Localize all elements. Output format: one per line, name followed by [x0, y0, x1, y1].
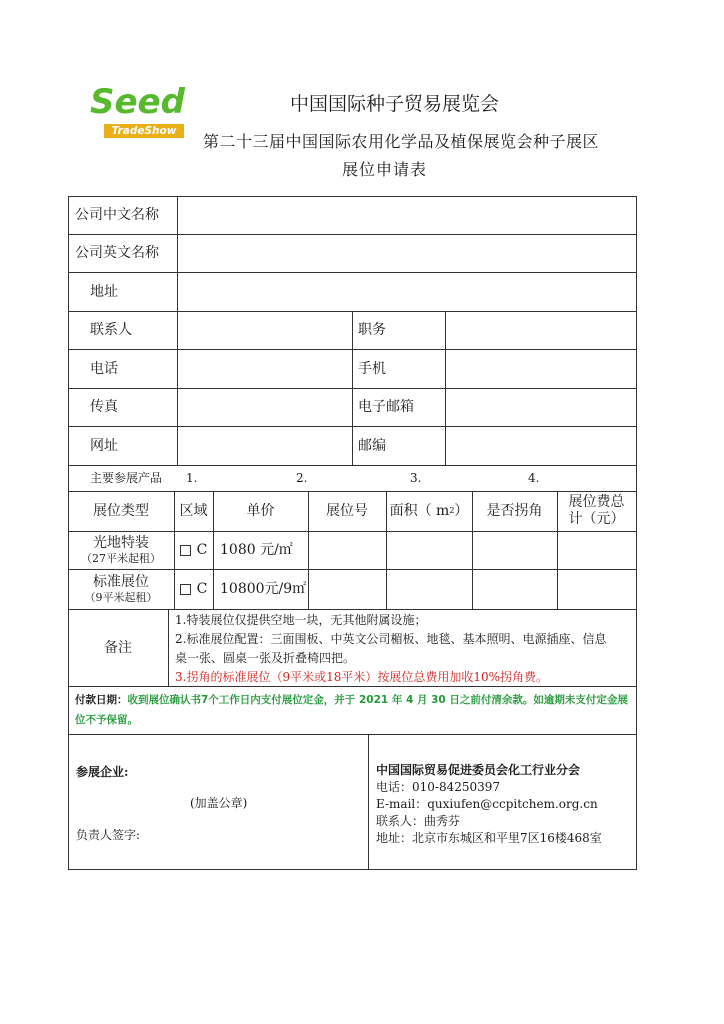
product-4[interactable]: 4. [528, 471, 540, 485]
postcode-field[interactable] [446, 427, 635, 465]
mobile-field[interactable] [446, 350, 635, 388]
website-label: 网址 [90, 437, 118, 454]
raw-space-type [68, 531, 174, 569]
raw-space-zone-value: C [196, 542, 208, 558]
phone-label: 电话 [90, 360, 118, 377]
total-fee-header-line1: 展位费总 [568, 494, 625, 510]
standard-booth-label: 标准展位 [93, 573, 149, 590]
standard-booth-type [68, 569, 174, 609]
address-label: 地址 [90, 283, 118, 300]
remarks-line-1: 1.特装展位仅提供空地一块，无其他附属设施； [175, 613, 427, 627]
organizer-name: 中国国际贸易促进委员会化工行业分会 [376, 763, 581, 777]
zone-header: 区域 [179, 503, 208, 519]
payment-label: 付款日期： [75, 694, 128, 706]
standard-booth-zone-value: C [196, 581, 208, 597]
organizer-email: E-mail：quxiufen@ccpitchem.org.cn [376, 797, 598, 811]
remarks-line-4: 3.拐角的标准展位（9平米或18平米）按展位总费用加收10%拐角费。 [175, 670, 549, 684]
page-title: 中国国际种子贸易展览会 [290, 93, 500, 115]
area-header-text: 面积（ m [389, 503, 450, 519]
checkbox-icon[interactable] [180, 545, 191, 556]
remarks-text [175, 611, 635, 687]
organizer-contact: 联系人：曲秀芬 [376, 814, 461, 828]
position-label: 职务 [358, 322, 386, 338]
contact-field[interactable] [178, 312, 352, 349]
organizer-address: 地址：北京市东城区和平里7区16楼468室 [376, 831, 602, 845]
signature-label: 负责人签字: [76, 828, 141, 842]
raw-space-total[interactable] [558, 532, 636, 569]
company-cn-label: 公司中文名称 [75, 207, 159, 223]
page-subtitle: 第二十三届中国国际农用化学品及植保展览会种子展区 [203, 132, 600, 151]
standard-booth-note: （9平米起租） [84, 590, 158, 604]
contact-label: 联系人 [90, 322, 132, 338]
standard-booth-price: 10800元/9㎡ [220, 581, 307, 597]
organizer-phone: 电话：010-84250397 [376, 780, 501, 794]
area-header-sup: 2 [449, 506, 455, 515]
area-header [386, 491, 472, 531]
payment-text: 收到展位确认书7个工作日内支付展位定金，并于 2021 年 4 月 30 日之前付清余款。如逾期未支付定金展位不予保留。 [75, 694, 628, 726]
corner-header: 是否拐角 [486, 503, 543, 519]
remarks-line-2: 2.标准展位配置：三面围板、中英文公司楣板、地毯、基本照明、电源插座、信息 [175, 632, 607, 646]
raw-space-note: （27平米起租） [81, 551, 161, 565]
logo-tag: TradeShow [104, 124, 184, 138]
form-title: 展位申请表 [342, 160, 428, 179]
organizer-info [376, 762, 602, 847]
payment-terms [75, 690, 630, 730]
email-field[interactable] [446, 389, 635, 426]
product-3[interactable]: 3. [410, 471, 422, 485]
raw-space-area[interactable] [387, 532, 472, 569]
logo-word: Seed [90, 82, 185, 122]
postcode-label: 邮编 [358, 437, 386, 454]
company-en-field[interactable] [178, 235, 635, 272]
email-label: 电子邮箱 [358, 399, 414, 415]
remarks-line-3: 桌一张、圆桌一张及折叠椅四把。 [175, 651, 356, 665]
fax-label: 传真 [90, 399, 118, 415]
company-cn-field[interactable] [178, 197, 635, 234]
address-field[interactable] [178, 273, 635, 311]
phone-field[interactable] [178, 350, 352, 388]
total-fee-header-line2: 计（元） [568, 511, 625, 527]
mobile-label: 手机 [358, 360, 386, 377]
product-1[interactable]: 1. [186, 471, 198, 485]
area-header-close: ） [454, 503, 469, 519]
standard-booth-area[interactable] [387, 570, 472, 609]
standard-booth-total[interactable] [558, 570, 636, 609]
standard-booth-number[interactable] [309, 570, 386, 609]
exhibitor-label: 参展企业: [76, 765, 129, 779]
unit-price-header: 单价 [246, 503, 275, 519]
raw-space-label: 光地特装 [93, 534, 149, 551]
fax-field[interactable] [178, 389, 352, 426]
standard-booth-corner[interactable] [473, 570, 557, 609]
raw-space-zone[interactable] [174, 531, 213, 569]
company-en-label: 公司英文名称 [75, 245, 159, 261]
products-label: 主要参展产品 [90, 471, 163, 485]
seed-trade-show-logo [88, 82, 188, 142]
stamp-note: (加盖公章) [190, 796, 248, 810]
raw-space-booth-number[interactable] [309, 532, 386, 569]
website-field[interactable] [178, 427, 352, 465]
position-field[interactable] [446, 312, 635, 349]
product-2[interactable]: 2. [296, 471, 308, 485]
checkbox-icon[interactable] [180, 584, 191, 595]
raw-space-corner[interactable] [473, 532, 557, 569]
remarks-label: 备注 [104, 639, 132, 656]
booth-number-header: 展位号 [326, 503, 368, 519]
total-fee-header [557, 491, 636, 531]
raw-space-price: 1080 元/㎡ [220, 542, 293, 558]
booth-type-header: 展位类型 [93, 503, 149, 519]
standard-booth-zone[interactable] [174, 569, 213, 609]
